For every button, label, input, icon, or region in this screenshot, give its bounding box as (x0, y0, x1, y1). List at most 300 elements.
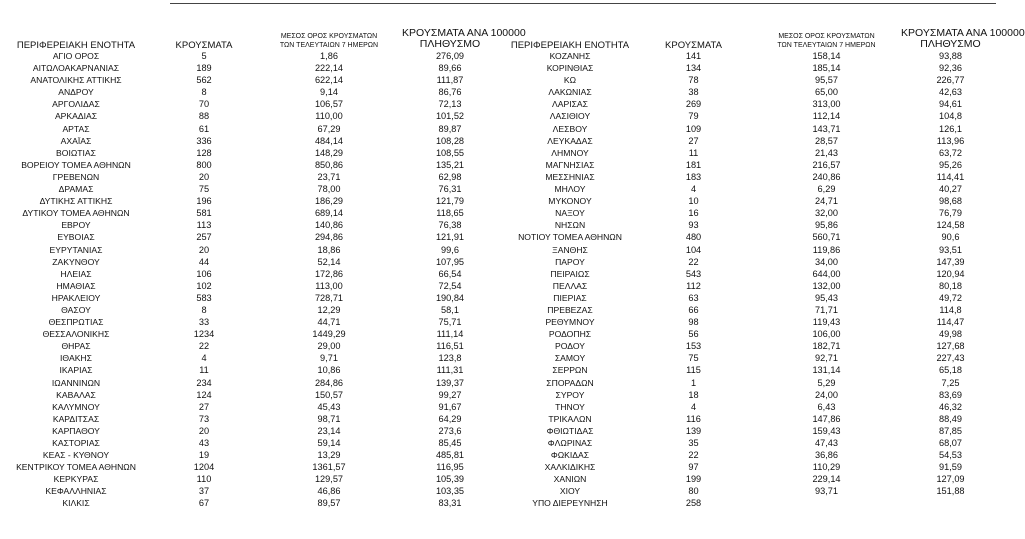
cell-cases: 22 (688, 256, 699, 267)
cell-region: ΛΕΣΒΟΥ (552, 123, 588, 134)
cell-per-100k: 190,84 (435, 292, 465, 303)
cell-cases: 234 (196, 377, 212, 388)
table-row (0, 340, 498, 352)
cell-per-100k: 89,87 (438, 123, 462, 134)
cell-cases: 269 (685, 99, 702, 110)
cell-region: ΑΝΔΡΟΥ (58, 87, 94, 98)
cell-region: ΘΗΡΑΣ (61, 341, 91, 352)
cell-per-100k: 123,8 (438, 353, 462, 364)
cell-region: ΚΩ (563, 75, 577, 86)
cell-7day-average: 13,29 (317, 450, 341, 461)
cell-cases: 63 (688, 292, 699, 303)
cell-region: ΗΡΑΚΛΕΙΟΥ (51, 292, 101, 303)
cell-7day-average: 52,14 (317, 256, 341, 267)
cell-7day-average: 71,71 (815, 304, 838, 315)
cell-7day-average: 560,71 (812, 232, 841, 243)
table-row (505, 268, 1000, 280)
cell-per-100k: 139,37 (435, 377, 465, 388)
cell-region: ΠΕΙΡΑΙΩΣ (550, 268, 590, 279)
cell-cases: 134 (685, 63, 702, 74)
cell-region: ΥΠΟ ΔΙΕΡΕΥΝΗΣΗ (532, 498, 608, 509)
cell-region: ΚΟΖΑΝΗΣ (549, 51, 591, 61)
table-row (0, 473, 498, 485)
table-row (0, 268, 498, 280)
cell-7day-average: 182,71 (812, 341, 841, 352)
cell-cases: 20 (198, 244, 210, 255)
cell-cases: 562 (196, 75, 212, 86)
cell-cases: 336 (196, 135, 212, 146)
cell-cases: 4 (690, 184, 697, 195)
header-7day-average (256, 22, 402, 50)
cell-cases: 80 (688, 486, 699, 497)
cell-7day-average: 67,29 (317, 123, 341, 134)
table-row (0, 135, 498, 147)
cell-per-100k: 126,1 (939, 123, 962, 134)
cell-cases: 11 (688, 147, 699, 158)
cell-per-100k: 101,52 (435, 111, 465, 122)
header-per100k-line2: ΠΛΗΘΥΣΜΟ (419, 38, 481, 50)
cell-region: ΗΜΑΘΙΑΣ (56, 280, 96, 291)
cell-region: ΠΡΕΒΕΖΑΣ (547, 304, 593, 315)
table-row (0, 328, 498, 340)
cell-cases: 73 (198, 413, 210, 424)
cell-per-100k: 76,79 (939, 208, 962, 219)
cell-7day-average: 92,71 (815, 353, 838, 364)
table-row (0, 231, 498, 243)
cell-cases: 1 (690, 377, 697, 388)
cell-cases: 110 (196, 474, 212, 485)
cell-cases: 93 (688, 220, 699, 231)
cell-cases: 1234 (193, 329, 215, 340)
cell-region: ΕΥΒΟΙΑΣ (57, 232, 95, 243)
table-row (505, 461, 1000, 473)
table-row (0, 256, 498, 268)
table-row (505, 147, 1000, 159)
cell-region: ΑΙΤΩΛΟΑΚΑΡΝΑΝΙΑΣ (32, 63, 120, 74)
table-row (0, 195, 498, 207)
cell-cases: 44 (198, 256, 210, 267)
cell-7day-average: 728,71 (314, 292, 344, 303)
cell-region: ΣΑΜΟΥ (554, 353, 586, 364)
cell-7day-average: 150,57 (314, 389, 344, 400)
cell-7day-average: 93,71 (815, 486, 838, 497)
header-region: ΠΕΡΙΦΕΡΕΙΑΚΗ ΕΝΟΤΗΤΑ (16, 40, 136, 51)
cell-per-100k: 86,76 (438, 87, 462, 98)
cell-cases: 4 (690, 401, 697, 412)
cell-region: ΝΗΣΩΝ (554, 220, 586, 231)
cell-per-100k: 114,8 (939, 304, 962, 315)
header-avg-line1: ΜΕΣΟΣ ΟΡΟΣ ΚΡΟΥΣΜΑΤΩΝ (280, 33, 378, 40)
cell-per-100k: 75,71 (438, 317, 462, 328)
header-avg-line1: ΜΕΣΟΣ ΟΡΟΣ ΚΡΟΥΣΜΑΤΩΝ (778, 33, 875, 40)
cell-per-100k: 273,6 (438, 425, 462, 436)
cell-per-100k: 64,29 (438, 413, 462, 424)
cell-7day-average: 159,43 (812, 425, 841, 436)
cell-region: ΦΛΩΡΙΝΑΣ (547, 438, 593, 448)
cell-cases: 109 (685, 123, 702, 134)
cell-cases: 10 (688, 196, 699, 207)
cell-cases: 27 (198, 401, 210, 412)
cell-cases: 113 (196, 220, 212, 231)
table-row (505, 183, 1000, 195)
table-row (0, 171, 498, 183)
cell-cases: 38 (688, 87, 699, 98)
cell-region: ΔΡΑΜΑΣ (58, 184, 94, 195)
cell-cases: 128 (196, 147, 212, 158)
cell-per-100k: 65,18 (939, 365, 962, 376)
header-avg-line2: ΤΩΝ ΤΕΛΕΥΤΑΙΩΝ 7 ΗΜΕΡΩΝ (279, 42, 379, 49)
cell-cases: 583 (196, 292, 212, 303)
cell-per-100k: 151,88 (936, 486, 965, 497)
cell-region: ΧΑΝΙΩΝ (553, 474, 587, 485)
table-row (0, 461, 498, 473)
cell-region: ΚΙΛΚΙΣ (62, 498, 90, 509)
table-row (0, 316, 498, 328)
cell-cases: 79 (688, 111, 699, 122)
cell-region: ΑΡΤΑΣ (62, 123, 90, 134)
cell-7day-average: 143,71 (812, 123, 841, 134)
cell-cases: 5 (201, 51, 207, 61)
cell-7day-average: 46,86 (317, 486, 341, 497)
cell-region: ΑΡΚΑΔΙΑΣ (54, 111, 98, 122)
cell-7day-average: 850,86 (314, 159, 344, 170)
cell-7day-average: 110,00 (315, 111, 343, 122)
cell-region: ΧΑΛΚΙΔΙΚΗΣ (544, 462, 596, 473)
cell-cases: 22 (688, 450, 699, 461)
cell-cases: 183 (685, 171, 702, 182)
cell-cases: 22 (198, 341, 210, 352)
cell-cases: 70 (198, 99, 210, 110)
cell-cases: 116 (686, 413, 701, 424)
table-row (0, 401, 498, 413)
cell-per-100k: 63,72 (939, 147, 962, 158)
cell-cases: 257 (196, 232, 212, 243)
header-avg-line2: ΤΩΝ ΤΕΛΕΥΤΑΙΩΝ 7 ΗΜΕΡΩΝ (777, 42, 876, 49)
cell-7day-average: 21,43 (815, 147, 838, 158)
table-row (505, 219, 1000, 231)
header-cases: ΚΡΟΥΣΜΑΤΑ (665, 40, 722, 51)
cell-region: ΚΕΝΤΡΙΚΟΥ ΤΟΜΕΑ ΑΘΗΝΩΝ (16, 462, 136, 473)
cell-7day-average: 172,86 (314, 268, 344, 279)
cell-region: ΕΒΡΟΥ (61, 220, 91, 231)
table-row (505, 352, 1000, 364)
cell-per-100k: 111,31 (436, 365, 464, 376)
header-region: ΠΕΡΙΦΕΡΕΙΑΚΗ ΕΝΟΤΗΤΑ (510, 40, 630, 51)
cell-region: ΒΟΡΕΙΟΥ ΤΟΜΕΑ ΑΘΗΝΩΝ (21, 159, 131, 170)
cell-cases: 181 (685, 159, 702, 170)
table-row (505, 485, 1000, 497)
cell-7day-average: 132,00 (812, 280, 841, 291)
cell-region: ΛΑΣΙΘΙΟΥ (549, 111, 591, 122)
header-7day-average (752, 22, 901, 50)
cases-table-right (505, 22, 1025, 510)
cell-cases: 196 (196, 196, 212, 207)
cell-region: ΘΑΣΟΥ (61, 304, 91, 315)
table-row (505, 74, 1000, 86)
cell-cases: 115 (686, 365, 701, 376)
cell-region: ΙΚΑΡΙΑΣ (59, 365, 93, 376)
cell-cases: 97 (688, 462, 699, 473)
table-row (0, 74, 498, 86)
cell-region: ΛΑΡΙΣΑΣ (552, 99, 588, 110)
cell-region: ΑΝΑΤΟΛΙΚΗΣ ΑΤΤΙΚΗΣ (30, 75, 122, 86)
cell-7day-average: 131,14 (812, 365, 841, 376)
header-per100k-line1: ΚΡΟΥΣΜΑΤΑ ΑΝΑ 100000 (901, 27, 1025, 39)
cell-per-100k: 227,43 (936, 353, 965, 364)
cell-per-100k: 98,68 (939, 196, 962, 207)
table-row (0, 352, 498, 364)
cell-per-100k: 66,54 (438, 268, 462, 279)
cell-per-100k: 226,77 (936, 75, 965, 86)
table-row (505, 340, 1000, 352)
cell-7day-average: 147,86 (812, 413, 841, 424)
cell-cases: 124 (196, 389, 212, 400)
cell-7day-average: 216,57 (812, 159, 841, 170)
cell-region: ΤΗΝΟΥ (555, 401, 585, 412)
cell-7day-average: 1361,57 (312, 462, 346, 473)
table-row (505, 159, 1000, 171)
cell-region: ΝΑΞΟΥ (555, 208, 585, 219)
cell-cases: 43 (198, 438, 210, 448)
cell-region: ΣΥΡΟΥ (555, 389, 585, 400)
cell-cases: 199 (685, 474, 702, 485)
table-row (0, 497, 498, 509)
cell-region: ΚΟΡΙΝΘΙΑΣ (546, 63, 594, 74)
cell-7day-average: 59,14 (317, 438, 341, 448)
cell-region: ΓΡΕΒΕΝΩΝ (52, 171, 100, 182)
cell-7day-average: 119,43 (812, 317, 841, 328)
cell-7day-average: 9,71 (320, 353, 338, 364)
cell-7day-average: 6,29 (817, 184, 836, 195)
cell-7day-average: 34,00 (815, 256, 838, 267)
cell-per-100k: 76,38 (438, 220, 462, 231)
cell-7day-average: 1,86 (320, 51, 338, 61)
table-row (505, 86, 1000, 98)
cell-region: ΚΑΛΥΜΝΟΥ (52, 401, 100, 412)
cell-region: ΑΧΑΪΑΣ (60, 135, 92, 146)
cell-per-100k: 89,66 (438, 63, 462, 74)
cell-region: ΝΟΤΙΟΥ ΤΟΜΕΑ ΑΘΗΝΩΝ (518, 232, 622, 243)
cell-per-100k: 147,39 (936, 256, 965, 267)
cell-per-100k: 114,47 (936, 317, 965, 328)
cell-per-100k: 114,41 (936, 171, 965, 182)
cell-region: ΚΑΒΑΛΑΣ (56, 389, 96, 400)
cell-cases: 66 (688, 304, 699, 315)
cell-per-100k: 124,58 (936, 220, 965, 231)
cell-region: ΙΘΑΚΗΣ (60, 353, 92, 364)
cell-7day-average: 240,86 (812, 171, 841, 182)
cell-cases: 8 (201, 304, 207, 315)
cell-region: ΛΑΚΩΝΙΑΣ (548, 87, 592, 98)
cell-per-100k: 76,31 (438, 184, 462, 195)
cell-7day-average: 28,57 (815, 135, 838, 146)
cell-cases: 189 (196, 63, 212, 74)
cell-region: ΡΟΔΟΥ (555, 341, 585, 352)
cell-cases: 102 (196, 280, 212, 291)
table-row (505, 473, 1000, 485)
cell-7day-average: 36,86 (815, 450, 838, 461)
cell-region: ΜΕΣΣΗΝΙΑΣ (545, 171, 595, 182)
cell-7day-average: 95,57 (815, 75, 838, 86)
cell-cases: 543 (685, 268, 702, 279)
cell-per-100k: 72,54 (438, 280, 462, 291)
cell-7day-average: 12,29 (317, 304, 341, 315)
cell-per-100k: 49,72 (939, 292, 962, 303)
cell-7day-average: 32,00 (815, 208, 838, 219)
cell-per-100k: 72,13 (438, 99, 462, 110)
cell-7day-average: 284,86 (314, 377, 344, 388)
cell-7day-average: 110,29 (812, 462, 841, 473)
cell-region: ΜΥΚΟΝΟΥ (548, 196, 592, 207)
cell-cases: 106 (196, 268, 212, 279)
cell-cases: 480 (685, 232, 702, 243)
table-row (0, 159, 498, 171)
cell-cases: 61 (198, 123, 210, 134)
table-row (505, 364, 1000, 376)
cell-per-100k: 91,59 (939, 462, 962, 473)
cell-cases: 75 (198, 184, 210, 195)
cell-cases: 1204 (193, 462, 215, 473)
cell-region: ΚΑΣΤΟΡΙΑΣ (52, 438, 100, 448)
table-row (0, 437, 498, 449)
cell-per-100k: 121,91 (435, 232, 465, 243)
cell-per-100k: 62,98 (438, 171, 462, 182)
cell-per-100k: 7,25 (941, 377, 960, 388)
cell-region: ΡΕΘΥΜΝΟΥ (545, 317, 595, 328)
cell-per-100k: 93,88 (939, 51, 962, 61)
cell-region: ΕΥΡΥΤΑΝΙΑΣ (49, 244, 103, 255)
cell-per-100k: 116,51 (436, 341, 464, 352)
table-row (505, 256, 1000, 268)
cell-7day-average: 113,00 (315, 280, 343, 291)
table-row (0, 389, 498, 401)
cell-region: ΚΕΡΚΥΡΑΣ (53, 474, 99, 485)
cell-cases: 67 (198, 498, 210, 509)
cell-7day-average (752, 497, 901, 509)
cell-7day-average: 106,00 (812, 329, 841, 340)
header-per100k-line1: ΚΡΟΥΣΜΑΤΑ ΑΝΑ 100000 (402, 27, 526, 39)
cell-cases: 20 (198, 171, 210, 182)
cell-7day-average: 23,14 (317, 425, 341, 436)
table-row (505, 207, 1000, 219)
cell-per-100k: 120,94 (936, 268, 965, 279)
cell-region: ΙΩΑΝΝΙΝΩΝ (51, 377, 101, 388)
cell-per-100k: 80,18 (939, 280, 962, 291)
table-row (505, 401, 1000, 413)
cell-per-100k: 116,95 (436, 462, 464, 473)
header-row (505, 22, 1000, 50)
table-row (505, 135, 1000, 147)
cell-7day-average: 222,14 (314, 63, 344, 74)
left-table-section (0, 22, 526, 510)
table-row (505, 231, 1000, 243)
cell-7day-average: 148,29 (314, 147, 344, 158)
cell-per-100k: 103,35 (435, 486, 465, 497)
cell-region: ΤΡΙΚΑΛΩΝ (548, 413, 592, 424)
cell-7day-average: 65,00 (815, 87, 838, 98)
cell-cases: 33 (198, 317, 210, 328)
cell-region: ΚΕΑΣ - ΚΥΘΝΟΥ (42, 450, 110, 461)
cell-per-100k: 121,79 (435, 196, 465, 207)
table-row (0, 244, 498, 256)
cell-per-100k: 111,14 (436, 329, 464, 340)
cell-per-100k: 127,09 (936, 474, 965, 485)
table-row (505, 413, 1000, 425)
cell-cases: 20 (198, 425, 210, 436)
cell-per-100k: 88,49 (939, 413, 962, 424)
table-row (505, 62, 1000, 74)
table-row (0, 50, 498, 62)
cell-region: ΡΟΔΟΠΗΣ (548, 329, 592, 340)
cell-per-100k: 91,67 (438, 401, 462, 412)
cell-region: ΒΟΙΩΤΙΑΣ (56, 147, 96, 158)
cell-7day-average: 95,86 (815, 220, 838, 231)
cell-per-100k: 107,95 (435, 256, 465, 267)
table-row (505, 304, 1000, 316)
cell-7day-average: 24,00 (815, 389, 838, 400)
table-row (0, 110, 498, 122)
cell-cases: 112 (686, 280, 701, 291)
cell-per-100k: 99,27 (438, 389, 462, 400)
cell-region: ΦΩΚΙΔΑΣ (550, 450, 590, 461)
cell-cases: 581 (196, 208, 212, 219)
table-row (505, 389, 1000, 401)
cell-7day-average: 622,14 (314, 75, 344, 86)
cell-7day-average: 9,14 (320, 87, 338, 98)
cell-7day-average: 112,14 (812, 111, 841, 122)
table-row (0, 98, 498, 110)
table-row (505, 50, 1000, 62)
cell-cases: 75 (688, 353, 699, 364)
cell-per-100k: 127,68 (936, 341, 965, 352)
table-row (505, 316, 1000, 328)
cell-per-100k: 49,98 (939, 329, 962, 340)
cell-7day-average: 47,43 (815, 438, 838, 448)
table-row (0, 377, 498, 389)
cell-region: ΔΥΤΙΚΟΥ ΤΟΜΕΑ ΑΘΗΝΩΝ (22, 208, 130, 219)
cell-7day-average: 98,71 (317, 413, 341, 424)
cell-cases: 78 (688, 75, 699, 86)
cell-7day-average: 23,71 (317, 171, 341, 182)
cell-cases: 139 (685, 425, 702, 436)
cell-region: ΚΕΦΑΛΛΗΝΙΑΣ (45, 486, 107, 497)
cell-7day-average: 29,00 (317, 341, 341, 352)
cell-7day-average: 6,43 (817, 401, 836, 412)
cell-region: ΠΑΡΟΥ (555, 256, 585, 267)
cell-region: ΔΥΤΙΚΗΣ ΑΤΤΙΚΗΣ (39, 196, 113, 207)
table-row (505, 123, 1000, 135)
cell-cases: 18 (688, 389, 699, 400)
cell-7day-average: 689,14 (314, 208, 344, 219)
cell-7day-average: 186,29 (314, 196, 344, 207)
cell-region: ΘΕΣΣΑΛΟΝΙΚΗΣ (42, 329, 110, 340)
table-row (0, 425, 498, 437)
cell-per-100k: 94,61 (939, 99, 962, 110)
cell-cases: 19 (198, 450, 210, 461)
table-row (0, 86, 498, 98)
table-row (505, 110, 1000, 122)
table-row (505, 437, 1000, 449)
cell-region: ΧΙΟΥ (559, 486, 581, 497)
cell-region: ΘΕΣΠΡΩΤΙΑΣ (48, 317, 104, 328)
cell-7day-average: 1449,29 (312, 329, 346, 340)
cell-7day-average: 44,71 (317, 317, 341, 328)
cell-region: ΠΙΕΡΙΑΣ (553, 292, 587, 303)
header-per100k-line2: ΠΛΗΘΥΣΜΟ (920, 38, 981, 50)
cell-cases: 16 (688, 208, 699, 219)
cell-per-100k: 87,85 (939, 425, 962, 436)
cell-7day-average: 129,57 (314, 474, 344, 485)
